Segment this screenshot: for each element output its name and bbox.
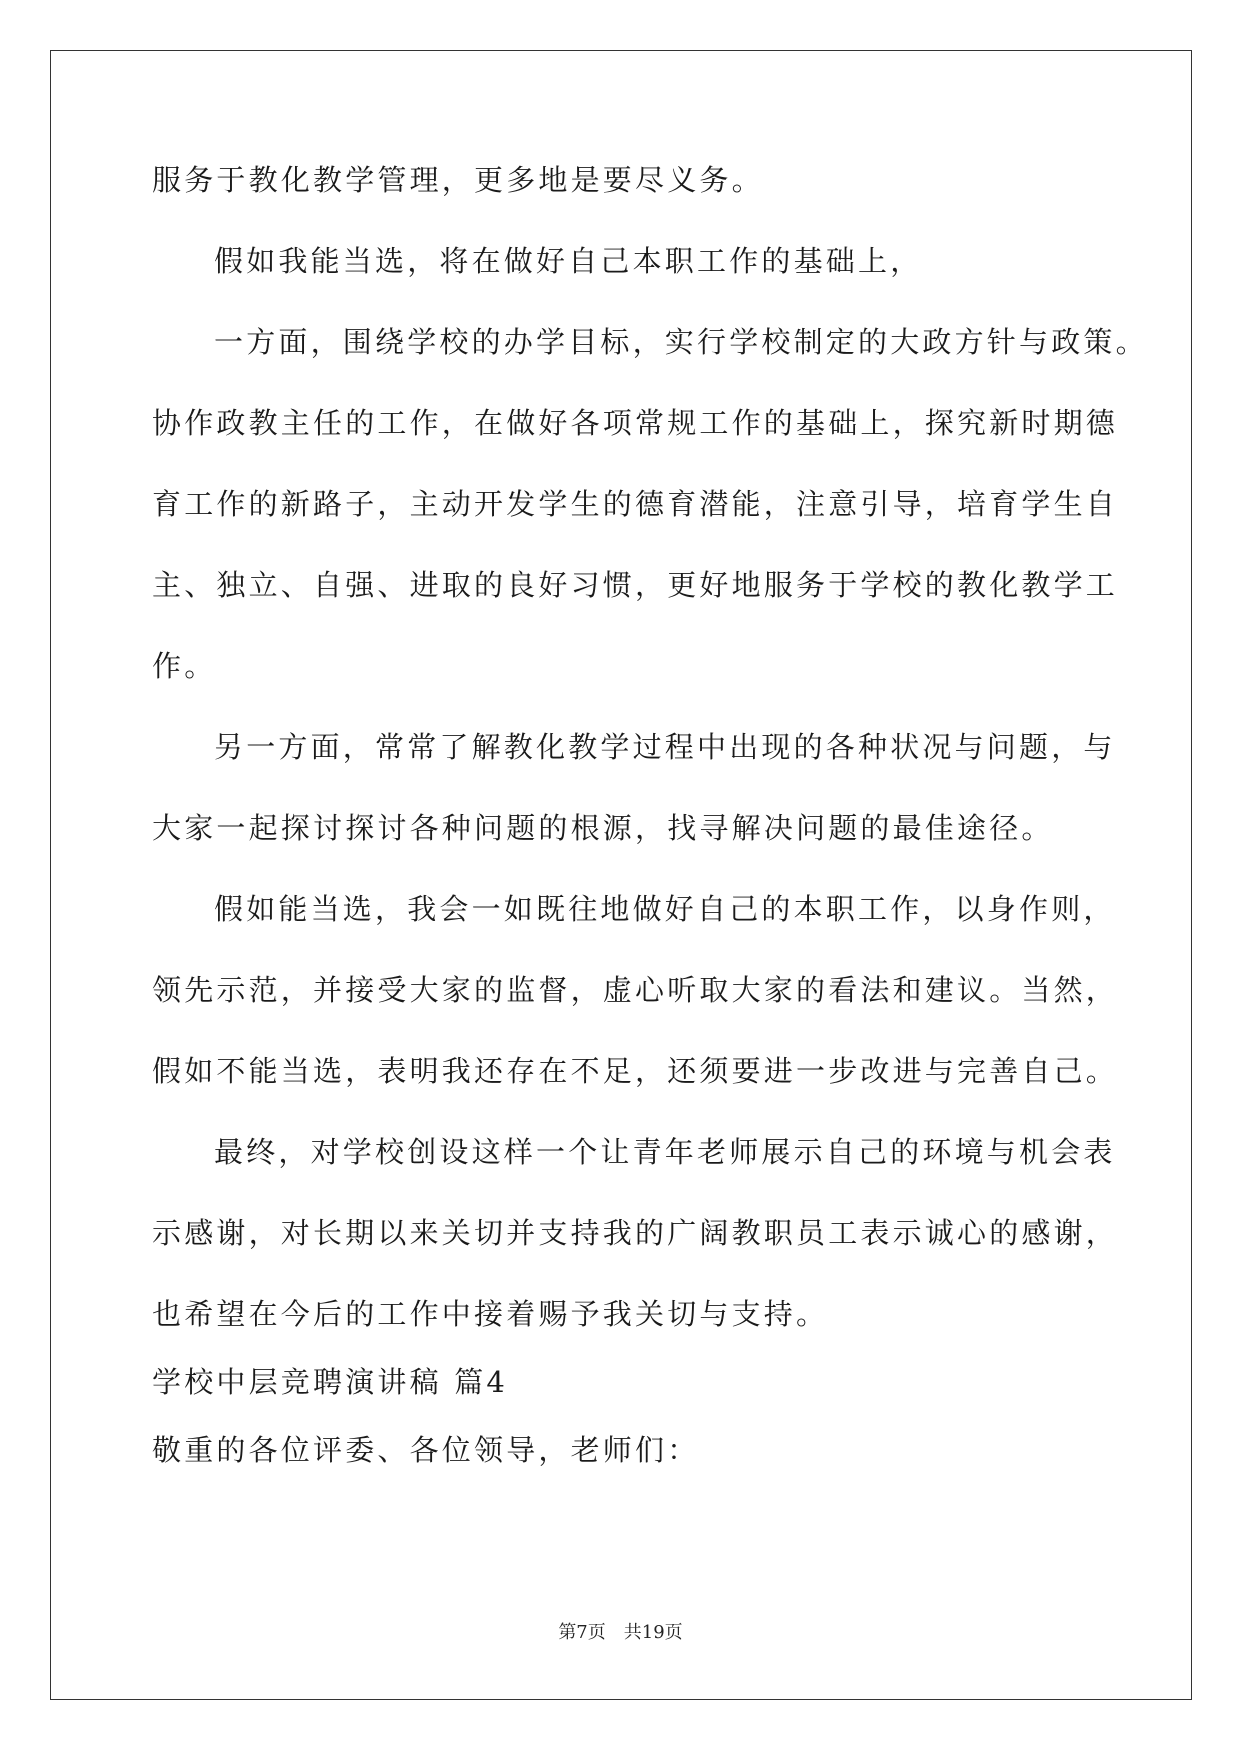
paragraph-line: 也希望在今后的工作中接着赐予我关切与支持。 (152, 1297, 829, 1331)
section-heading: 学校中层竞聘演讲稿 篇4 (152, 1365, 509, 1399)
page-footer (0, 1618, 1241, 1644)
paragraph-line: 育工作的新路子，主动开发学生的德育潜能，注意引导，培育学生自 (152, 487, 1119, 521)
page-number: 第7页 (558, 1622, 606, 1643)
paragraph-line: 领先示范，并接受大家的监督，虚心听取大家的看法和建议。当然， (152, 973, 1119, 1007)
paragraph-line: 主、独立、自强、进取的良好习惯，更好地服务于学校的教化教学工 (152, 568, 1119, 602)
salutation-line: 敬重的各位评委、各位领导，老师们： (152, 1433, 700, 1467)
paragraph-line: 假如不能当选，表明我还存在不足，还须要进一步改进与完善自己。 (152, 1054, 1119, 1088)
paragraph-line: 假如能当选，我会一如既往地做好自己的本职工作，以身作则， (214, 892, 1116, 926)
paragraph-line: 一方面，围绕学校的办学目标，实行学校制定的大政方针与政策。 (214, 325, 1148, 359)
paragraph-line: 大家一起探讨探讨各种问题的根源，找寻解决问题的最佳途径。 (152, 811, 1054, 845)
paragraph-line: 另一方面，常常了解教化教学过程中出现的各种状况与问题，与 (214, 730, 1116, 764)
paragraph-line: 最终，对学校创设这样一个让青年老师展示自己的环境与机会表 (214, 1135, 1116, 1169)
document-body (152, 160, 1148, 1511)
paragraph-line: 假如我能当选，将在做好自己本职工作的基础上， (214, 244, 923, 278)
paragraph-line: 示感谢，对长期以来关切并支持我的广阔教职员工表示诚心的感谢， (152, 1216, 1119, 1250)
paragraph-line: 作。 (152, 649, 217, 683)
paragraph-line: 服务于教化教学管理，更多地是要尽义务。 (152, 163, 764, 197)
paragraph-line: 协作政教主任的工作，在做好各项常规工作的基础上，探究新时期德 (152, 406, 1119, 440)
page-total: 共19页 (623, 1622, 683, 1643)
